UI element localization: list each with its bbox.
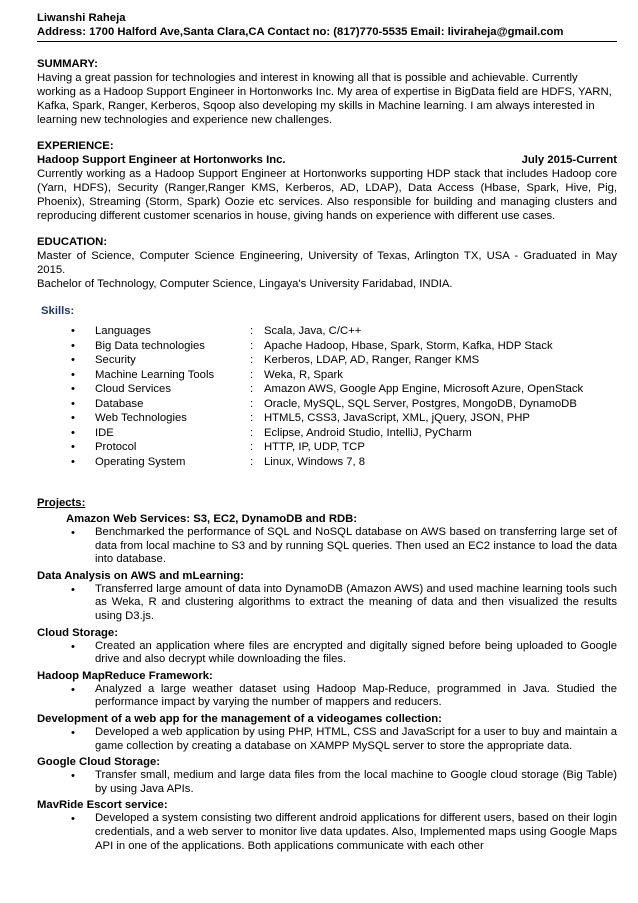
- project-desc: Developed a system consisting two different android applications for different users, based on their login credentials, and a web server to monitor live data updates. Also, Implemented maps using Google Maps API in one of the applications. Both applications communicate with each other: [95, 812, 617, 852]
- projects-title: Projects:: [37, 497, 86, 509]
- project-item: [67, 640, 617, 667]
- candidate-name: Liwanshi Raheja: [37, 12, 126, 24]
- experience-section: [37, 139, 617, 223]
- project-desc: Analyzed a large weather dataset using Hadoop Map-Reduce, programmed in Java. Studied the performance impact by varying the number of mappers and reducers.: [95, 682, 617, 709]
- bullet-icon: •: [71, 683, 75, 696]
- skill-value: HTML5, CSS3, JavaScript, XML, jQuery, JSON, PHP: [264, 412, 530, 424]
- skill-row: [67, 368, 617, 383]
- skill-name: Database: [95, 397, 144, 410]
- skill-name: Protocol: [95, 441, 137, 453]
- skill-value: Weka, R, Spark: [264, 368, 343, 381]
- project-title: Amazon Web Services: S3, EC2, DynamoDB and RDB:: [66, 513, 358, 525]
- skill-name: Machine Learning Tools: [95, 368, 215, 381]
- skill-colon: :: [250, 354, 254, 366]
- bullet-icon: •: [71, 770, 75, 783]
- skill-colon: :: [250, 426, 254, 439]
- project-desc: Created an application where files are encrypted and digitally signed before being uploaded to Google drive and also decrypt while downloading the files.: [95, 639, 617, 666]
- skill-value: Linux, Windows 7, 8: [264, 455, 366, 468]
- skill-row: [67, 411, 617, 426]
- bullet-icon: •: [71, 455, 75, 468]
- project-item: [67, 583, 617, 624]
- contact-line: Address: 1700 Halford Ave,Santa Clara,CA Contact no: (817)770-5535 Email: liviraheja@gmail.com: [37, 26, 564, 38]
- project-item: [67, 769, 617, 796]
- skill-row: [67, 440, 617, 455]
- skill-colon: :: [250, 441, 254, 453]
- skills-title: Skills:: [41, 305, 75, 317]
- project-item: [67, 526, 617, 567]
- project-desc: Developed a web application by using PHP, HTML, CSS and JavaScript for a user to buy and maintain a game collection by creating a database on XAMPP MySQL server to store the appropriate data.: [95, 725, 617, 752]
- project-title: Hadoop MapReduce Framework:: [37, 669, 213, 682]
- project-desc: Transferred large amount of data into DynamoDB (Amazon AWS) and used machine learning tools such as Weka, R and clustering algorithms to extract the meaning of data and then visualized the results using D3.js.: [95, 582, 617, 622]
- skill-colon: :: [250, 397, 254, 410]
- skill-colon: :: [250, 325, 254, 337]
- project-title: Development of a web app for the management of a videogames collection:: [37, 712, 442, 725]
- summary-text: Having a great passion for technologies and interest in knowing all that is possible and achievable. Currently working as a Hadoop Support Engineer in Hortonworks Inc. My area of expertise in BigData field are HDFS, YARN, Kafka, Spark, Ranger, Kerberos, Sqoop also developing my skills in Machine learning. I am always interested in learning new technologies and experience new challenges.: [37, 72, 612, 126]
- skill-name: Big Data technologies: [95, 339, 205, 352]
- skill-row: [67, 397, 617, 412]
- skill-row: [67, 382, 617, 397]
- project-title: Google Cloud Storage:: [37, 756, 161, 769]
- skill-row: [67, 353, 617, 368]
- skill-value: Eclipse, Android Studio, IntelliJ, PyCharm: [264, 426, 472, 439]
- skill-row: [67, 339, 617, 354]
- job-dates: July 2015-Current: [521, 154, 617, 166]
- bullet-icon: •: [71, 412, 75, 424]
- experience-text: Currently working as a Hadoop Support Engineer at Hortonworks supporting HDP stack that includes Hadoop core (Yarn, HDFS), Security (Ranger,Ranger KMS, Kerberos, AD, LDAP), Data Access (Hbase, Spark, Hive, Pig, Phoenix), Streaming (Storm, Spark) Oozie etc services. Also responsible for building and managing clusters and reproducing different customer scenarios in house, giving hands on experience with different use cases.: [37, 168, 617, 222]
- skill-value: Scala, Java, C/C++: [264, 325, 362, 337]
- project-item: [67, 683, 617, 710]
- bullet-icon: •: [71, 441, 75, 453]
- skill-name: Cloud Services: [95, 383, 171, 395]
- skill-colon: :: [250, 383, 254, 395]
- skill-value: Kerberos, LDAP, AD, Ranger, Ranger KMS: [264, 354, 480, 366]
- skill-name: Operating System: [95, 455, 186, 468]
- skill-row: [67, 426, 617, 441]
- skill-name: Web Technologies: [95, 412, 187, 424]
- bullet-icon: •: [71, 368, 75, 381]
- skill-name: Security: [95, 354, 136, 366]
- skill-colon: :: [250, 412, 254, 424]
- skill-name: Languages: [95, 325, 151, 337]
- bullet-icon: •: [71, 813, 75, 826]
- skill-value: Amazon AWS, Google App Engine, Microsoft Azure, OpenStack: [264, 383, 584, 395]
- skill-row: [67, 324, 617, 339]
- project-title: Cloud Storage:: [37, 626, 118, 639]
- resume-page: [37, 11, 617, 853]
- bullet-icon: •: [71, 726, 75, 739]
- bullet-icon: •: [71, 527, 75, 539]
- skills-list: [67, 324, 617, 469]
- bullet-icon: •: [71, 383, 75, 395]
- project-desc: Benchmarked the performance of SQL and NoSQL database on AWS based on transferring large set of data from local machine to S3 and by running SQL queries. Then used an EC2 instance to load the data into database.: [95, 526, 617, 566]
- skill-colon: :: [250, 455, 254, 468]
- bullet-icon: •: [71, 339, 75, 352]
- skill-colon: :: [250, 368, 254, 381]
- bullet-icon: •: [71, 354, 75, 366]
- skill-value: Oracle, MySQL, SQL Server, Postgres, MongoDB, DynamoDB: [264, 397, 577, 410]
- resume-header: [37, 11, 617, 42]
- skill-value: Apache Hadoop, Hbase, Spark, Storm, Kafka, HDP Stack: [264, 339, 553, 352]
- job-title-row: [37, 153, 617, 167]
- summary-section: [37, 57, 617, 127]
- education-master: Master of Science, Computer Science Engineering, University of Texas, Arlington TX, USA - Graduated in May 2015.: [37, 250, 617, 276]
- project-title: MavRide Escort service:: [37, 799, 168, 812]
- project-item: [67, 726, 617, 753]
- bullet-icon: •: [71, 397, 75, 410]
- bullet-icon: •: [71, 583, 75, 596]
- experience-title: EXPERIENCE:: [37, 140, 114, 152]
- skill-colon: :: [250, 339, 254, 352]
- skill-value: HTTP, IP, UDP, TCP: [264, 441, 365, 453]
- projects-list: [37, 512, 617, 853]
- education-bachelor: Bachelor of Technology, Computer Science, Lingaya's University Faridabad, INDIA.: [37, 278, 453, 290]
- project-item: [67, 812, 617, 853]
- project-desc: Transfer small, medium and large data files from the local machine to Google cloud storage (Big Table) by using Java APIs.: [95, 769, 617, 795]
- bullet-icon: •: [71, 640, 75, 653]
- education-title: EDUCATION:: [37, 236, 108, 248]
- skill-name: IDE: [95, 426, 114, 439]
- bullet-icon: •: [71, 426, 75, 439]
- bullet-icon: •: [71, 325, 75, 337]
- education-section: [37, 235, 617, 291]
- job-title: Hadoop Support Engineer at Hortonworks Inc.: [37, 154, 286, 166]
- summary-title: SUMMARY:: [37, 58, 98, 70]
- project-title: Data Analysis on AWS and mLearning:: [37, 569, 244, 582]
- skill-row: [67, 455, 617, 470]
